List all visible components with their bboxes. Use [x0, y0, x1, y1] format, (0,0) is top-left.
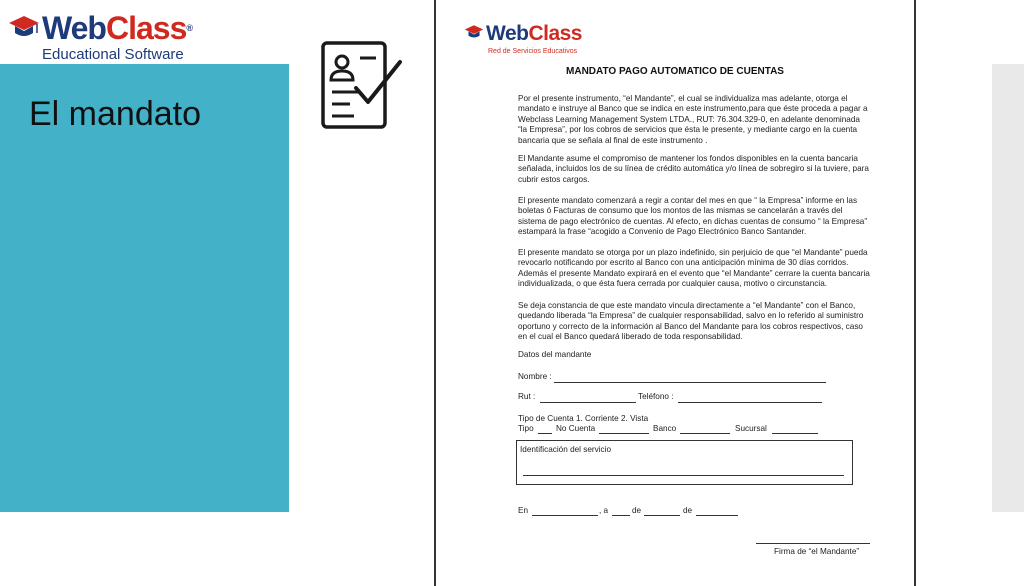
paragraph-4: El presente mandato se otorga por un plazo indefinido, sin perjuicio de que “el Mandante” pueda revocarlo notificando por escrito al Banco con una anticipación mínima de 30 días corridos. Además el presente Mandato expirará en el evento que “el Mandante” cerrare la cuenta bancaria individualizada, o que ésta fuera cerrada por cualquier causa, motivo o circunstancia. — [518, 248, 870, 289]
document-logo-wordmark: WebClass — [486, 22, 582, 45]
no-cuenta-label: No Cuenta — [556, 424, 596, 433]
dia-field — [612, 515, 630, 516]
webclass-logo — [8, 10, 208, 66]
rut-label: Rut : — [518, 392, 536, 401]
mandate-document — [434, 0, 916, 586]
no-cuenta-field — [599, 433, 649, 434]
identificacion-servicio-box — [516, 440, 853, 485]
document-check-icon — [318, 40, 404, 132]
tipo-field — [538, 433, 552, 434]
identificacion-label: Identificación del servicio — [520, 445, 612, 454]
tipo-label: Tipo — [518, 424, 534, 433]
graduation-cap-icon — [8, 14, 40, 40]
logo-tagline: Educational Software — [42, 46, 184, 63]
sucursal-field — [772, 433, 818, 434]
paragraph-2: El Mandante asume el compromiso de mantener los fondos disponibles en la cuenta bancaria señalada, incluidos los de su línea de crédito automática y/o línea de sobregiro si la tuviere, para cubrir estos cargos. — [518, 154, 869, 184]
slide-title: El mandato — [29, 95, 201, 133]
de-label-1: de — [632, 506, 642, 515]
datos-mandante-label: Datos del mandante — [518, 350, 592, 359]
document-logo — [464, 22, 644, 58]
mes-field — [644, 515, 680, 516]
banco-label: Banco — [653, 424, 677, 433]
right-side-bar — [992, 64, 1024, 512]
tipo-cuenta-options: Tipo de Cuenta 1. Corriente 2. Vista — [518, 414, 649, 423]
sucursal-label: Sucursal — [735, 424, 767, 433]
paragraph-1: Por el presente instrumento, “el Mandante”, el cual se individualiza mas adelante, otorga el mandato e instruye al Banco que se indica en este instrumento,para que éste proceda a pagar a Webclass Learning Management System LTDA., RUT: 76.304.329-0, en adelante denominada “la Empresa”, por los cobros de servicios que ésta le presente, y mediante cargo en la cuenta bancaria que se señala al final de este instrumento . — [518, 94, 868, 145]
de-label-2: de — [683, 506, 693, 515]
banco-field — [680, 433, 730, 434]
nombre-label: Nombre : — [518, 372, 552, 381]
document-logo-subtitle: Red de Servicios Educativos — [488, 48, 578, 55]
rut-field — [540, 402, 636, 403]
telefono-label: Teléfono : — [638, 392, 674, 401]
a-label: , a — [599, 506, 609, 515]
graduation-cap-icon — [464, 24, 484, 40]
telefono-field — [678, 402, 822, 403]
anio-field — [696, 515, 738, 516]
nombre-field — [554, 382, 826, 383]
ciudad-field — [532, 515, 598, 516]
paragraph-5: Se deja constancia de que este mandato vincula directamente a “el Mandante” con el Banco, quedando liberada “la Empresa” de cualquier responsabilidad, salvo en lo referido al suministro oportuno y correcto de la información al Banco del Mandante para los cobros respectivos, caso en el cual el Banco quedará liberado de toda responsabilidad. — [518, 301, 864, 342]
firma-label: Firma de “el Mandante” — [774, 547, 860, 556]
firma-line — [756, 543, 870, 544]
identificacion-field — [523, 475, 844, 476]
document-heading: MANDATO PAGO AUTOMATICO DE CUENTAS — [566, 66, 784, 77]
paragraph-3: El presente mandato comenzará a regir a contar del mes en que “ la Empresa” informe en las boletas ó Facturas de consumo que los montos de las mismas se cancelarán a través del sistema de pago electrónico de cuentas. Al efecto, en dichas cuentas de consumo “ la Empresa” estampará la frase “acogido a Convenio de Pago Electrónico Banco Santander. — [518, 196, 868, 237]
en-label: En — [518, 506, 529, 515]
logo-wordmark: WebClass® — [42, 10, 192, 46]
